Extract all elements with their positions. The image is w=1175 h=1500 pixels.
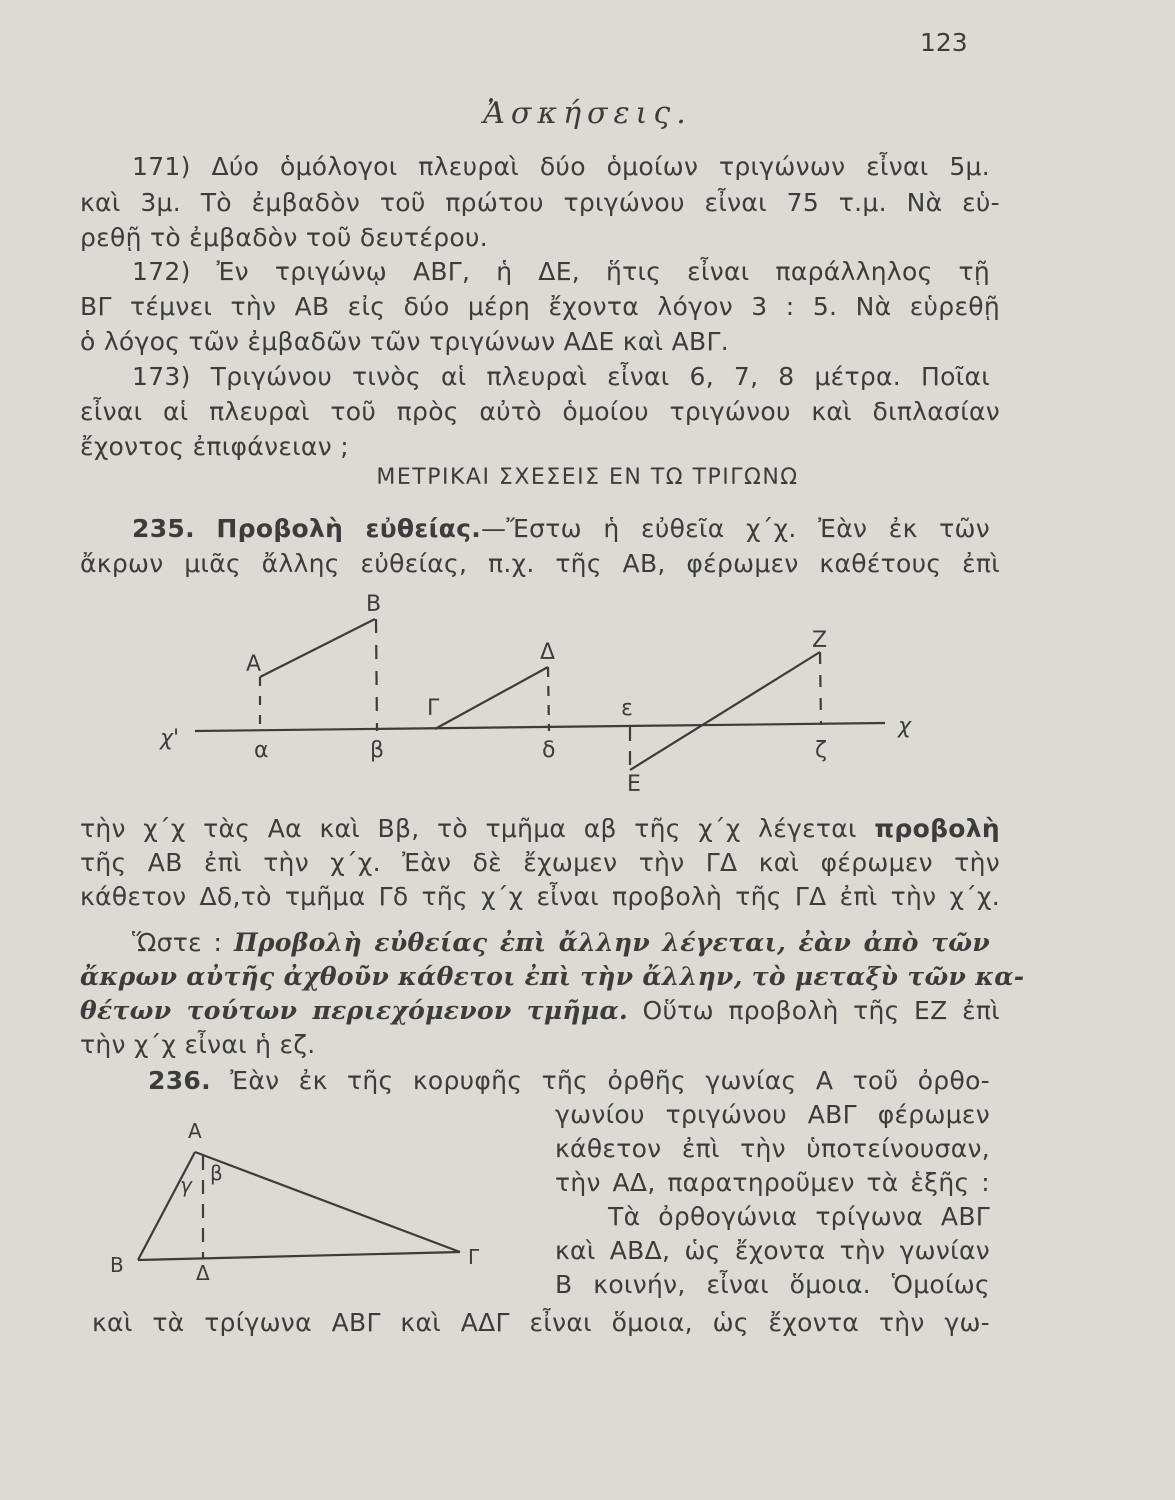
section-236-line-1-rest: Ἐὰν ἐκ τῆς κορυφῆς τῆς ὀρθῆς γωνίας Α τοῦ ὀρθο- bbox=[210, 1066, 990, 1095]
foot-D-label: Δ bbox=[196, 1261, 210, 1285]
section-236-line-3: κάθετον ἐπὶ τὴν ὑποτείνουσαν, bbox=[555, 1134, 990, 1163]
perpendicular-Z-zeta bbox=[820, 652, 821, 725]
section-236-line-5: Τὰ ὀρθογώνια τρίγωνα ΑΒΓ bbox=[608, 1202, 990, 1231]
x-axis-line bbox=[195, 723, 885, 731]
definition-part-2: ἄκρων αὐτῆς ἀχθοῦν κάθετοι ἐπὶ τὴν ἄλλην, τὸ μεταξὺ τῶν κα- bbox=[80, 962, 1025, 991]
exercises-title: Ἀσκήσεις. bbox=[483, 96, 692, 131]
x-prime-label: χ' bbox=[160, 726, 180, 751]
section-236-line-7: Β κοινήν, εἶναι ὅμοια. Ὁμοίως bbox=[555, 1270, 990, 1299]
exercise-172-line-2: ΒΓ τέμνει τὴν ΑΒ εἰς δύο μέρη ἔχοντα λόγον 3 : 5. Νὰ εὑρεθῇ bbox=[80, 292, 1000, 321]
vertex-B-label: Β bbox=[110, 1253, 124, 1277]
section-235-line-7 bbox=[80, 960, 1025, 994]
exercise-171-line-3: ρεθῇ τὸ ἐμβαδὸν τοῦ δευτέρου. bbox=[80, 223, 488, 252]
angle-gamma-label: γ bbox=[180, 1173, 192, 1197]
exercise-173-line-2: εἶναι αἱ πλευραὶ τοῦ πρὸς αὐτὸ ὁμοίου τριγώνου καὶ διπλασίαν bbox=[80, 397, 1000, 426]
point-E-label: Ε bbox=[627, 772, 641, 797]
section-235-line-1 bbox=[132, 512, 990, 546]
delta-label: δ bbox=[542, 738, 556, 763]
section-235-so-word: Ὥστε : bbox=[132, 928, 234, 957]
side-AG bbox=[195, 1152, 460, 1252]
vertex-A-label: Α bbox=[188, 1119, 202, 1143]
section-235-line-3 bbox=[80, 812, 1000, 846]
hypotenuse-BG bbox=[138, 1252, 460, 1260]
point-B-label: Β bbox=[366, 592, 382, 617]
exercise-171-line-1: 171) Δύο ὁμόλογοι πλευραὶ δύο ὁμοίων τριγώνων εἶναι 5μ. bbox=[132, 152, 990, 181]
side-AB bbox=[138, 1152, 195, 1260]
section-236-line-8: καὶ τὰ τρίγωνα ΑΒΓ καὶ ΑΔΓ εἶναι ὅμοια, ὡς ἔχοντα τὴν γω- bbox=[92, 1308, 990, 1337]
vertex-G-label: Γ bbox=[468, 1245, 480, 1269]
definition-part-1: Προβολὴ εὐθείας ἐπὶ ἄλλην λέγεται, ἐὰν ἀπὸ τῶν bbox=[233, 928, 990, 957]
section-235-line-8-rest: Οὕτω προβολὴ τῆς ΕΖ ἐπὶ bbox=[628, 996, 1000, 1025]
right-triangle-figure bbox=[100, 1112, 500, 1292]
page-number: 123 bbox=[920, 28, 968, 57]
section-235-line-8 bbox=[80, 994, 1000, 1028]
projection-figure bbox=[140, 585, 940, 800]
section-235-line-9: τὴν χ΄χ εἶναι ἡ εζ. bbox=[80, 1030, 316, 1059]
point-G-label: Γ bbox=[427, 696, 440, 721]
segment-AB bbox=[260, 619, 375, 677]
section-236-line-6: καὶ ΑΒΔ, ὡς ἔχοντα τὴν γωνίαν bbox=[555, 1236, 990, 1265]
term-projection: προβολὴ bbox=[874, 814, 1000, 843]
section-236-line-2: γωνίου τριγώνου ΑΒΓ φέρωμεν bbox=[555, 1100, 990, 1129]
section-236-number: 236. bbox=[148, 1066, 211, 1095]
x-label: χ bbox=[898, 714, 912, 739]
segment-EZ bbox=[630, 652, 820, 770]
section-235-line-3-text: τὴν χ΄χ τὰς Αα καὶ Ββ, τὸ τμῆμα αβ τῆς χ΄χ λέγεται bbox=[80, 814, 875, 843]
beta-label: β bbox=[370, 738, 385, 763]
alpha-label: α bbox=[254, 738, 269, 763]
section-236-line-4: τὴν ΑΔ, παρατηροῦμεν τὰ ἑξῆς : bbox=[555, 1168, 990, 1197]
section-235-title: Προβολὴ εὐθείας. bbox=[216, 514, 482, 543]
section-heading: ΜΕΤΡΙΚΑΙ ΣΧΕΣΕΙΣ ΕΝ ΤΩ ΤΡΙΓΩΝΩ bbox=[376, 465, 799, 490]
point-Z-label: Ζ bbox=[812, 628, 828, 653]
section-235-number: 235. bbox=[132, 514, 195, 543]
section-235-line-4: τῆς ΑΒ ἐπὶ τὴν χ΄χ. Ἐὰν δὲ ἔχωμεν τὴν ΓΔ καὶ φέρωμεν τὴν bbox=[80, 848, 1000, 877]
exercise-173-line-3: ἔχοντος ἐπιφάνειαν ; bbox=[80, 432, 349, 461]
section-235-line-5: κάθετον Δδ,τὸ τμῆμα Γδ τῆς χ΄χ εἶναι προβολὴ τῆς ΓΔ ἐπὶ τὴν χ΄χ. bbox=[80, 882, 1000, 911]
perpendicular-B-beta bbox=[376, 619, 377, 731]
exercise-172-line-3: ὁ λόγος τῶν ἐμβαδῶν τῶν τριγώνων ΑΔΕ καὶ ΑΒΓ. bbox=[80, 327, 729, 356]
epsilon-label: ε bbox=[621, 696, 633, 721]
angle-beta-label: β bbox=[210, 1161, 223, 1185]
section-235-line-1-rest: —Ἔστω ἡ εὐθεῖα χ΄χ. Ἐὰν ἐκ τῶν bbox=[481, 514, 990, 543]
exercise-171-line-2: καὶ 3μ. Τὸ ἐμβαδὸν τοῦ πρώτου τριγώνου εἶναι 75 τ.μ. Νὰ εὑ- bbox=[80, 188, 1000, 217]
section-235-line-6 bbox=[132, 926, 990, 960]
segment-GD bbox=[435, 667, 548, 729]
perpendicular-D-delta bbox=[548, 667, 549, 731]
exercise-173-line-1: 173) Τριγώνου τινὸς αἱ πλευραὶ εἶναι 6, 7, 8 μέτρα. Ποῖαι bbox=[132, 362, 990, 391]
section-235-line-2: ἄκρων μιᾶς ἄλλης εὐθείας, π.χ. τῆς ΑΒ, φέρωμεν καθέτους ἐπὶ bbox=[80, 549, 1000, 578]
exercise-172-line-1: 172) Ἐν τριγώνῳ ΑΒΓ, ἡ ΔΕ, ἥτις εἶναι παράλληλος τῇ bbox=[132, 257, 990, 286]
point-A-label: Α bbox=[246, 652, 262, 677]
definition-part-3: θέτων τούτων περιεχόμενον τμῆμα. bbox=[80, 996, 629, 1025]
point-D-label: Δ bbox=[540, 640, 556, 665]
zeta-label: ζ bbox=[815, 738, 827, 763]
section-236-line-1 bbox=[148, 1064, 990, 1098]
